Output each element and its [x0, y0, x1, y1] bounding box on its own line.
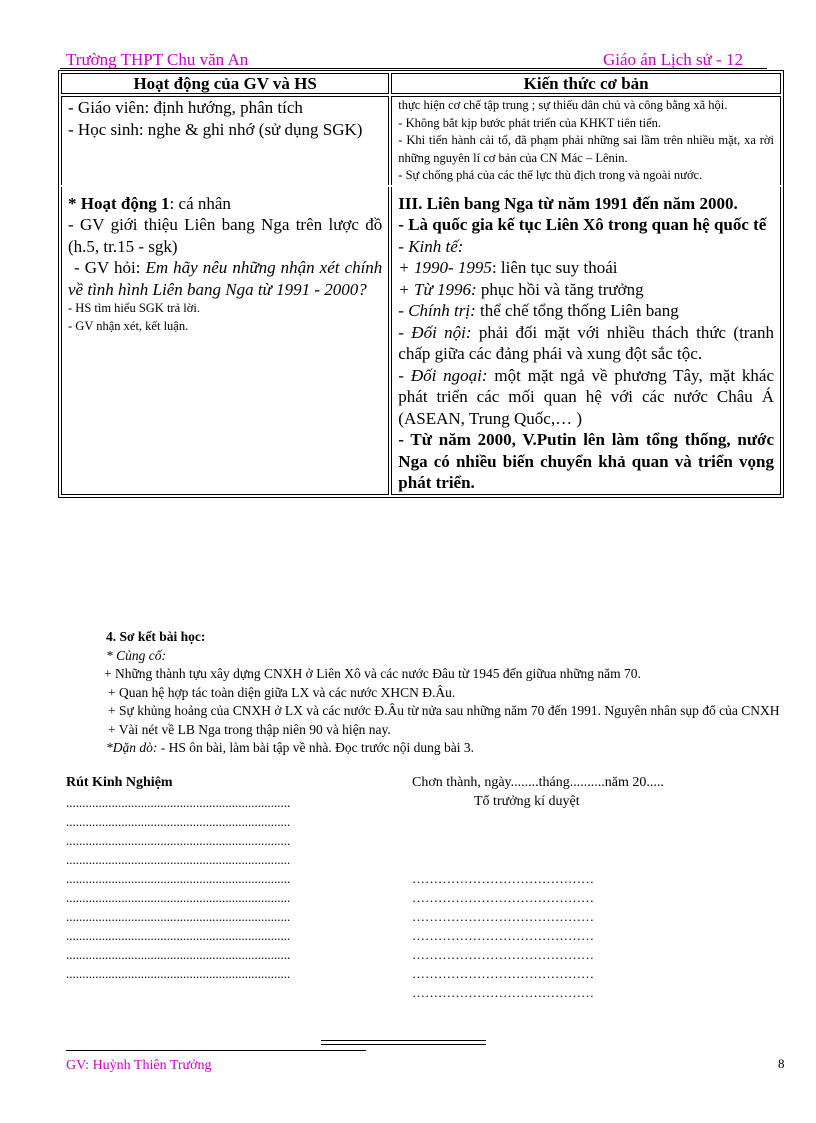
row2-knowledge — [391, 187, 781, 495]
economy-line-1: + 1990- 1995: liên tục suy thoái — [398, 258, 618, 277]
col-activities-header: Hoạt động của GV và HS — [61, 73, 389, 94]
experience-dots-left — [66, 793, 341, 983]
dot-line: ..................................................................... — [66, 928, 291, 943]
dot-line: ..................................................................... — [66, 909, 291, 924]
activity-question: - GV hỏi: Em hãy nêu những nhận xét chính về tình hình Liên bang Nga từ 1991 - 2000? — [68, 258, 383, 299]
header-rule — [60, 68, 767, 69]
dot-line: …………………………………… — [412, 985, 594, 1000]
table-row — [61, 187, 781, 495]
student-role: - Học sinh: nghe & ghi nhớ (sử dụng SGK) — [68, 119, 363, 139]
row2-activities — [61, 187, 389, 495]
header-school: Trường THPT Chu văn An — [66, 50, 249, 69]
section-title: III. Liên bang Nga từ năm 1991 đến năm 2000. — [398, 193, 738, 213]
activity-gv: - GV nhận xét, kết luận. — [68, 318, 189, 333]
activity-hs: - HS tìm hiểu SGK trả lời. — [68, 301, 200, 315]
lesson-table — [58, 70, 784, 498]
knowledge-line: - Sự chống phá của các thế lực thù địch trong và ngoài nước. — [398, 168, 703, 182]
dot-line: ..................................................................... — [66, 890, 291, 905]
dot-line: …………………………………… — [412, 890, 594, 905]
knowledge-line: - Không bắt kịp bước phát triển của KHKT tiên tiến. — [398, 115, 662, 130]
summary-point: + Những thành tựu xây dựng CNXH ở Liên Xô và các nước Đâu từ 1945 đến giữua những năm 70. — [104, 666, 641, 681]
footer-teacher: GV: Huỳnh Thiên Trưởng — [66, 1058, 212, 1073]
summary-point: + Sự khủng hoảng của CNXH ở LX và các nước Đ.Âu từ nửa sau những năm 70 đến 1991. Nguyên nhân sụp đổ của CNXH — [108, 703, 780, 718]
dot-line: ..................................................................... — [66, 947, 291, 962]
summary-section — [66, 628, 784, 758]
page-number: 8 — [778, 1056, 785, 1071]
politics-line: - Chính trị: thể chế tổng thống Liên bang — [398, 301, 679, 320]
knowledge-line: - Khi tiến hành cải tổ, đã phạm phải những sai lầm trên nhiều mặt, xa rời những nguyên lí cơ bản của CN Mác – Lênin. — [398, 133, 774, 165]
row1-activities — [61, 96, 389, 185]
experience-dots-right — [412, 869, 647, 1002]
consolidate-label: * Củng cố: — [106, 647, 166, 663]
dot-line: ..................................................................... — [66, 966, 291, 981]
successor-line: - Là quốc gia kế tục Liên Xô trong quan hệ quốc tế — [398, 215, 767, 234]
col-knowledge-header: Kiến thức cơ bản — [391, 73, 781, 94]
table-header-row — [61, 73, 781, 94]
foreign-line: - Đối ngoại: một mặt ngả về phương Tây, mặt khác phát triển các mối quan hệ với các nước Châu Á (ASEAN, Trung Quốc,… ) — [398, 365, 774, 428]
dot-line: …………………………………… — [412, 871, 594, 886]
separator-rule — [321, 1040, 486, 1041]
activity-title: * Hoạt động 1: cá nhân — [68, 193, 231, 213]
summary-title: 4. Sơ kết bài học: — [106, 629, 206, 644]
dot-line: …………………………………… — [412, 966, 594, 981]
dot-line: ..................................................................... — [66, 871, 291, 886]
date-line: Chơn thành, ngày........tháng..........năm 20..... — [412, 775, 664, 790]
row1-knowledge — [391, 96, 781, 185]
dot-line: …………………………………… — [412, 947, 594, 962]
footer-rule — [66, 1050, 366, 1051]
summary-point: + Quan hệ hợp tác toàn diện giữa LX và các nước XHCN Đ.Âu. — [108, 684, 456, 700]
separator-rule — [321, 1044, 486, 1045]
dot-line: …………………………………… — [412, 909, 594, 924]
teacher-role: - Giáo viên: định hướng, phân tích — [68, 98, 303, 117]
dot-line: ..................................................................... — [66, 814, 291, 829]
domestic-line: - Đối nội: phải đối mặt với nhiều thách thức (tranh chấp giữa các đảng phái và xung đột sắc tộc. — [398, 322, 775, 363]
header-subject: Giáo án Lịch sử - 12 — [603, 50, 743, 69]
dot-line: ..................................................................... — [66, 795, 291, 810]
economy-line-2: + Từ 1996: phục hồi và tăng trưởng — [398, 279, 644, 299]
approval-title: Tổ trưởng kí duyệt — [474, 794, 580, 809]
dot-line: ..................................................................... — [66, 833, 291, 848]
economy-label: - Kinh tế: — [398, 236, 464, 256]
summary-point: + Vài nét về LB Nga trong thập niên 90 và hiện nay. — [108, 721, 391, 737]
homework-line: *Dặn dò: - HS ôn bài, làm bài tập về nhà. Đọc trước nội dung bài 3. — [106, 740, 475, 755]
activity-intro: - GV giới thiệu Liên bang Nga trên lược đồ (h.5, tr.15 - sgk) — [68, 215, 383, 256]
knowledge-line: thực hiện cơ chế tập trung ; sự thiếu dân chủ và công bằng xã hội. — [398, 98, 728, 112]
dot-line: …………………………………… — [412, 928, 594, 943]
experience-title: Rút Kinh Nghiệm — [66, 775, 173, 790]
table-row — [61, 96, 781, 185]
putin-line: - Từ năm 2000, V.Putin lên làm tổng thống, nước Nga có nhiều biến chuyển khả quan và triển vọng phát triển. — [398, 430, 774, 492]
dot-line: ..................................................................... — [66, 852, 291, 867]
